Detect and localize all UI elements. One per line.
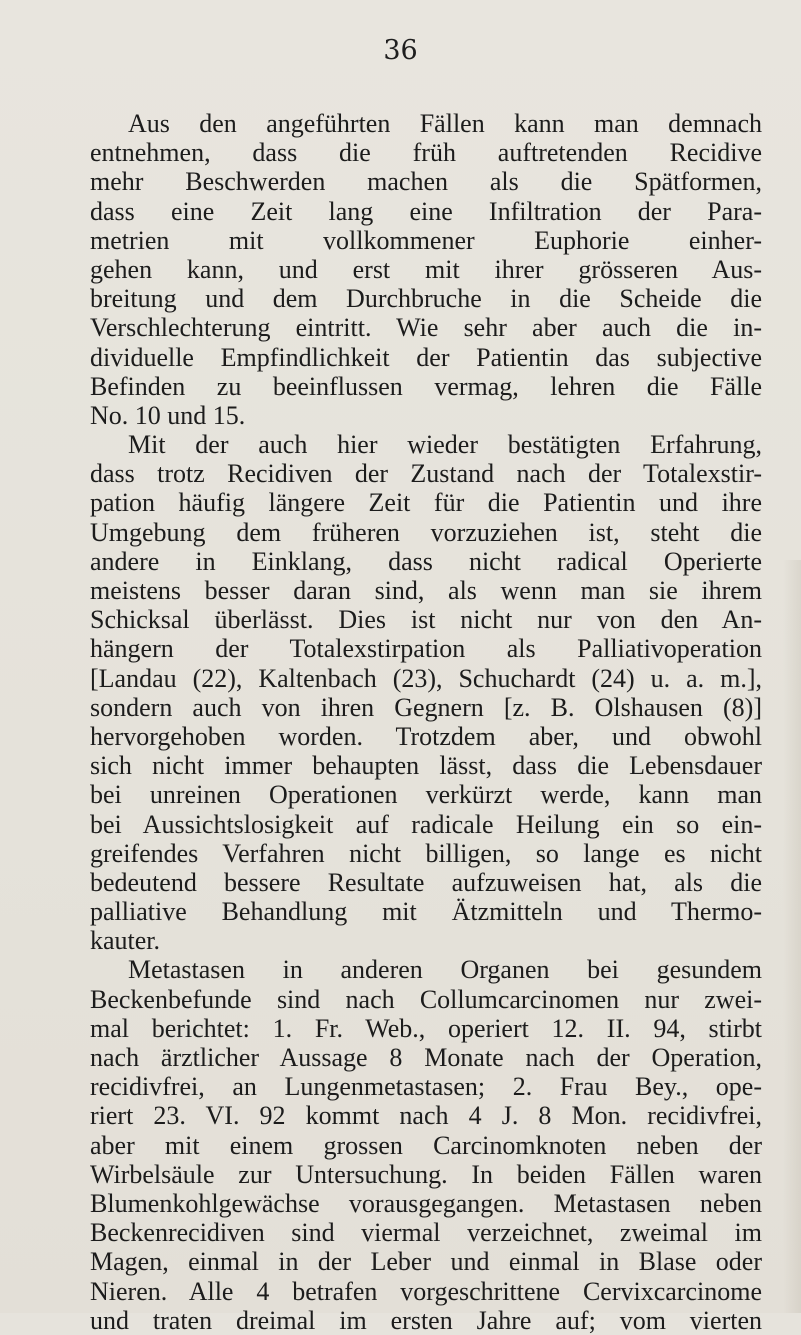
text-line: sich nicht immer behaupten lässt, dass die Lebensdauer: [90, 751, 762, 781]
text-line: metrien mit vollkommener Euphorie einher-: [90, 225, 762, 255]
text-line: No. 10 und 15.: [90, 400, 246, 430]
body-text: [90, 109, 762, 1335]
text-line: nach ärztlicher Aussage 8 Monate nach der Operation,: [90, 1043, 762, 1072]
text-line: Beckenrecidiven sind viermal verzeichnet, zweimal im: [90, 1218, 762, 1248]
text-line: Befinden zu beeinflussen vermag, lehren die Fälle: [90, 371, 762, 401]
text-line: riert 23. VI. 92 kommt nach 4 J. 8 Mon. recidivfrei,: [90, 1101, 762, 1131]
text-line: dass eine Zeit lang eine Infiltration der Para-: [90, 196, 762, 226]
text-line: Metastasen in anderen Organen bei gesundem: [128, 955, 762, 985]
text-line: mal berichtet: 1. Fr. Web., operiert 12. II. 94, stirbt: [90, 1013, 762, 1043]
text-line: Aus den angeführten Fällen kann man demnach: [128, 109, 762, 138]
text-line: bei Aussichtslosigkeit auf radicale Heilung ein so ein-: [90, 809, 762, 839]
text-line: Beckenbefunde sind nach Collumcarcinomen nur zwei-: [90, 984, 762, 1014]
text-line: mehr Beschwerden machen als die Spätformen,: [90, 167, 762, 197]
scan-edge-shadow: [783, 560, 801, 1313]
text-line: sondern auch von ihren Gegnern [z. B. Olshausen (8)]: [90, 692, 762, 722]
text-line: hängern der Totalexstirpation als Palliativoperation: [90, 634, 762, 664]
text-line: dividuelle Empfindlichkeit der Patientin das subjective: [90, 342, 762, 372]
text-line: Wirbelsäule zur Untersuchung. In beiden Fällen waren: [90, 1159, 762, 1189]
page-number: 36: [383, 35, 418, 66]
text-line: meistens besser daran sind, als wenn man sie ihrem: [90, 576, 762, 605]
text-line: bei unreinen Operationen verkürzt werde, kann man: [90, 780, 762, 810]
text-line: hervorgehoben worden. Trotzdem aber, und obwohl: [90, 721, 762, 751]
text-line: recidivfrei, an Lungenmetastasen; 2. Frau Bey., ope-: [90, 1072, 762, 1102]
text-line: greifendes Verfahren nicht billigen, so lange es nicht: [90, 838, 762, 868]
text-line: [Landau (22), Kaltenbach (23), Schuchardt (24) u. a. m.],: [90, 663, 762, 693]
text-line: und traten dreimal im ersten Jahre auf; vom vierten: [90, 1305, 762, 1335]
text-line: Magen, einmal in der Leber und einmal in Blase oder: [90, 1247, 762, 1277]
text-line: breitung und dem Durchbruche in die Scheide die: [90, 284, 762, 314]
text-line: gehen kann, und erst mit ihrer grösseren Aus-: [90, 254, 762, 284]
text-line: Blumenkohlgewächse vorausgegangen. Metastasen neben: [90, 1188, 762, 1218]
text-line: entnehmen, dass die früh auftretenden Recidive: [90, 138, 762, 168]
text-line: Nieren. Alle 4 betrafen vorgeschrittene Cervixcarcinome: [90, 1276, 762, 1306]
text-line: Mit der auch hier wieder bestätigten Erfahrung,: [128, 430, 762, 460]
text-line: palliative Behandlung mit Ätzmitteln und Thermo-: [90, 897, 762, 927]
text-line: pation häufig längere Zeit für die Patientin und ihre: [90, 488, 762, 518]
text-line: Verschlechterung eintritt. Wie sehr aber auch die in-: [90, 313, 762, 343]
text-line: Schicksal überlässt. Dies ist nicht nur von den An-: [90, 605, 762, 635]
text-line: dass trotz Recidiven der Zustand nach der Totalexstir-: [90, 459, 762, 489]
text-line: aber mit einem grossen Carcinomknoten neben der: [90, 1130, 762, 1160]
text-line: bedeutend bessere Resultate aufzuweisen hat, als die: [90, 867, 762, 897]
text-line: andere in Einklang, dass nicht radical Operierte: [90, 546, 762, 576]
text-line: kauter.: [90, 926, 161, 956]
text-line: Umgebung dem früheren vorzuziehen ist, steht die: [90, 517, 762, 547]
